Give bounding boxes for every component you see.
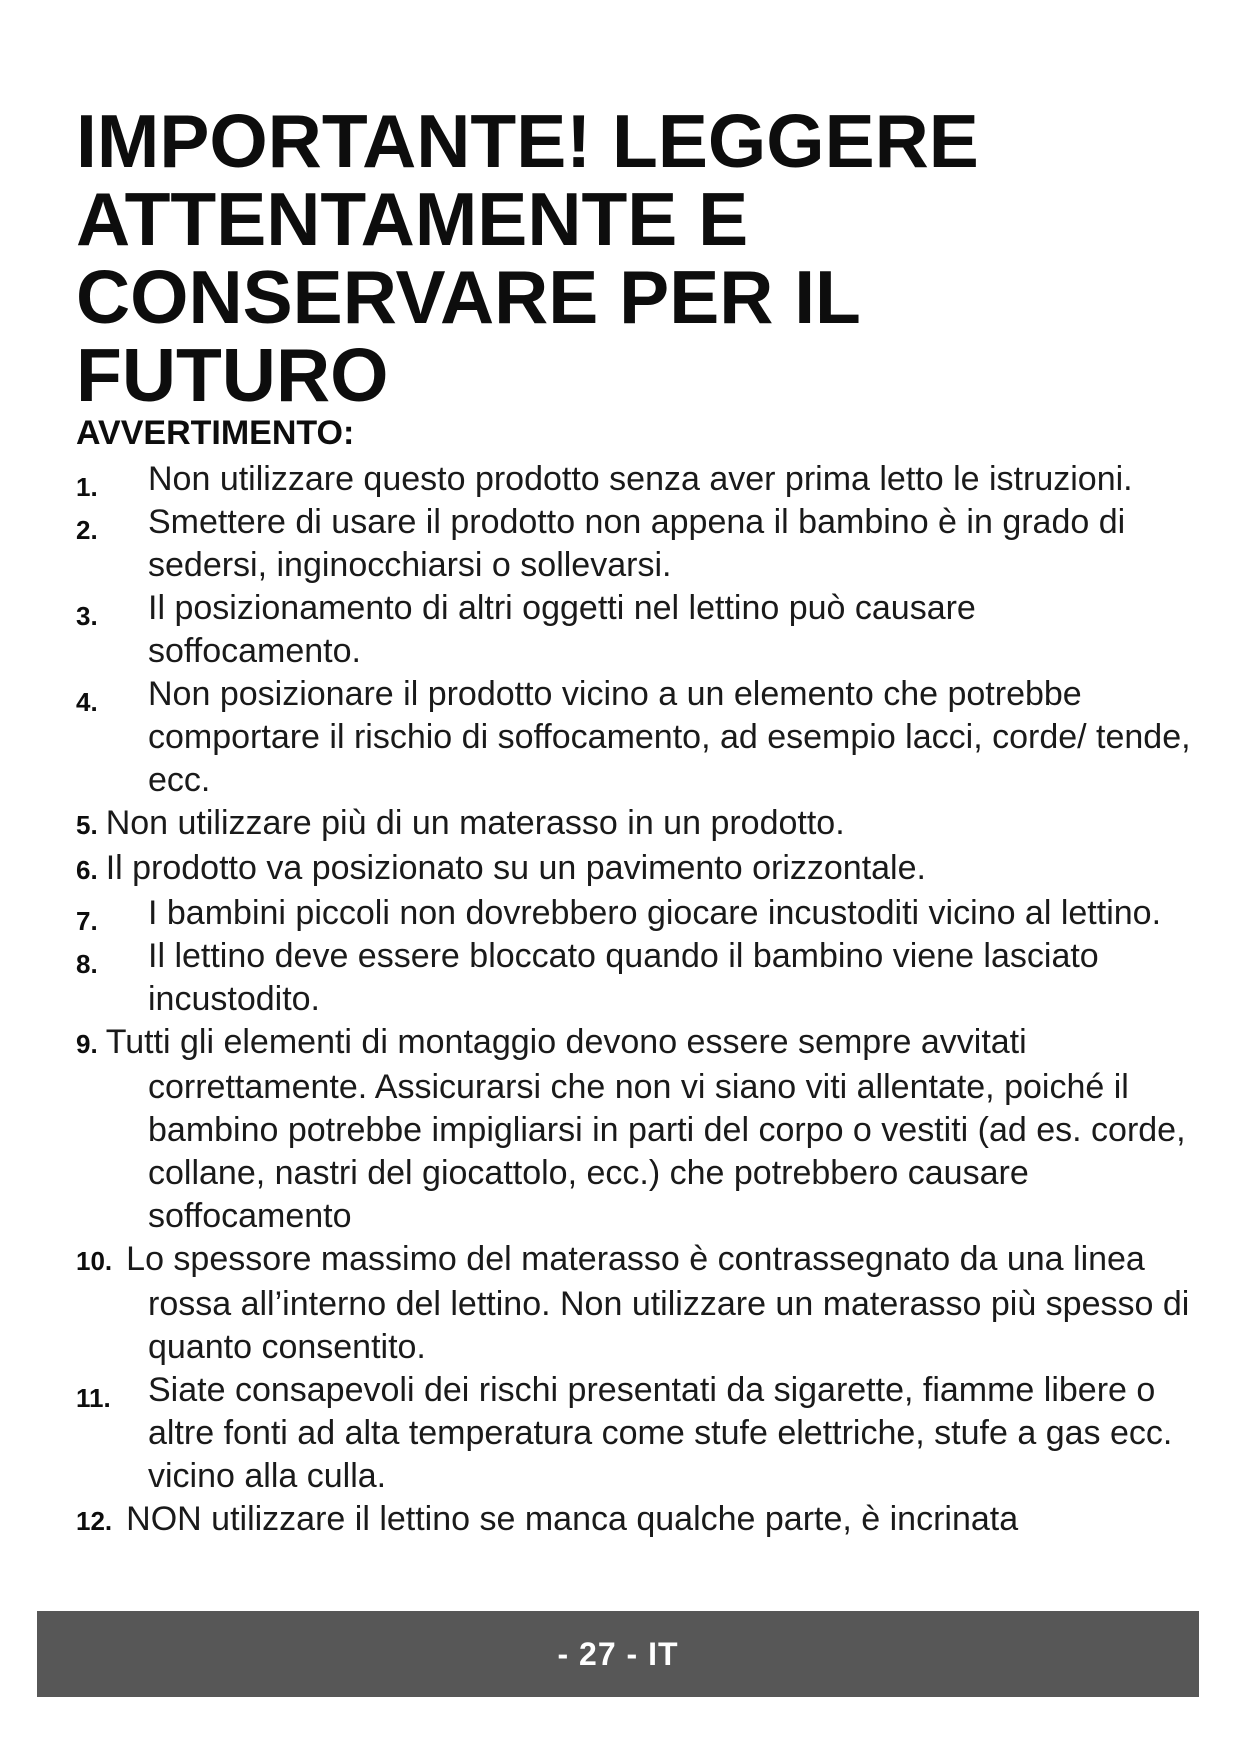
list-item xyxy=(76,458,1196,501)
list-item xyxy=(76,1238,1196,1369)
list-item-number: 4. xyxy=(76,687,98,717)
list-item-text: Il posizionamento di altri oggetti nel lettino può causare soffocamento. xyxy=(148,589,976,670)
list-item-text: NON utilizzare il lettino se manca qualche parte, è incrinata xyxy=(126,1500,1019,1538)
list-item-number: 1. xyxy=(76,472,98,502)
list-item-number: 12. xyxy=(76,1506,113,1536)
list-item xyxy=(76,1369,1196,1498)
list-item-text: Lo spessore massimo del materasso è contrassegnato da una linea rossa all’interno del lettino. Non utilizzare un materasso più spesso di quanto consentito. xyxy=(126,1240,1190,1366)
list-item-number: 8. xyxy=(76,949,98,979)
list-item-text: Il lettino deve essere bloccato quando il bambino viene lasciato incustodito. xyxy=(148,937,1099,1018)
warning-list xyxy=(76,458,1196,1543)
warning-heading: AVVERTIMENTO: xyxy=(76,414,355,452)
list-item-number: 10. xyxy=(76,1246,113,1276)
list-item xyxy=(76,501,1196,587)
list-item-text: I bambini piccoli non dovrebbero giocare incustoditi vicino al lettino. xyxy=(148,894,1162,932)
list-item-text: Non utilizzare questo prodotto senza aver prima letto le istruzioni. xyxy=(148,460,1133,498)
list-item-number: 11. xyxy=(76,1383,111,1413)
list-item-number: 7. xyxy=(76,906,98,936)
list-item-text: Smettere di usare il prodotto non appena il bambino è in grado di sedersi, inginocchiarsi o sollevarsi. xyxy=(148,503,1126,584)
list-item xyxy=(76,1498,1196,1543)
page-footer-bar xyxy=(37,1611,1199,1697)
list-item xyxy=(76,802,1196,847)
list-item-number: 6. xyxy=(76,855,98,885)
list-item xyxy=(76,1021,1196,1238)
list-item-number: 9. xyxy=(76,1029,98,1059)
page-title: IMPORTANTE! LEGGERE ATTENTAMENTE E CONSERVARE PER IL FUTURO xyxy=(76,99,979,417)
list-item-text: Siate consapevoli dei rischi presentati da sigarette, fiamme libere o altre fonti ad alta temperatura come stufe elettriche, stufe a gas ecc. vicino alla culla. xyxy=(148,1371,1173,1495)
list-item-text: Non posizionare il prodotto vicino a un elemento che potrebbe comportare il rischio di soffocamento, ad esempio lacci, corde/ tende, ecc. xyxy=(148,675,1191,799)
list-item-number: 2. xyxy=(76,515,98,545)
list-item-text: Non utilizzare più di un materasso in un prodotto. xyxy=(105,804,845,842)
list-item-number: 5. xyxy=(76,810,98,840)
list-item xyxy=(76,673,1196,802)
list-item xyxy=(76,847,1196,892)
list-item xyxy=(76,892,1196,935)
list-item-text: Il prodotto va posizionato su un pavimento orizzontale. xyxy=(105,849,926,887)
list-item xyxy=(76,935,1196,1021)
list-item-text: Tutti gli elementi di montaggio devono essere sempre avvitati correttamente. Assicurarsi che non vi siano viti allentate, poiché il bambino potrebbe impigliarsi in parti del corpo o vestiti (ad es. corde, collane, nastri del giocattolo, ecc.) che potrebbero causare soffocamento xyxy=(105,1023,1186,1235)
list-item-number: 3. xyxy=(76,601,98,631)
page-number-label: - 27 - IT xyxy=(557,1635,679,1672)
list-item xyxy=(76,587,1196,673)
